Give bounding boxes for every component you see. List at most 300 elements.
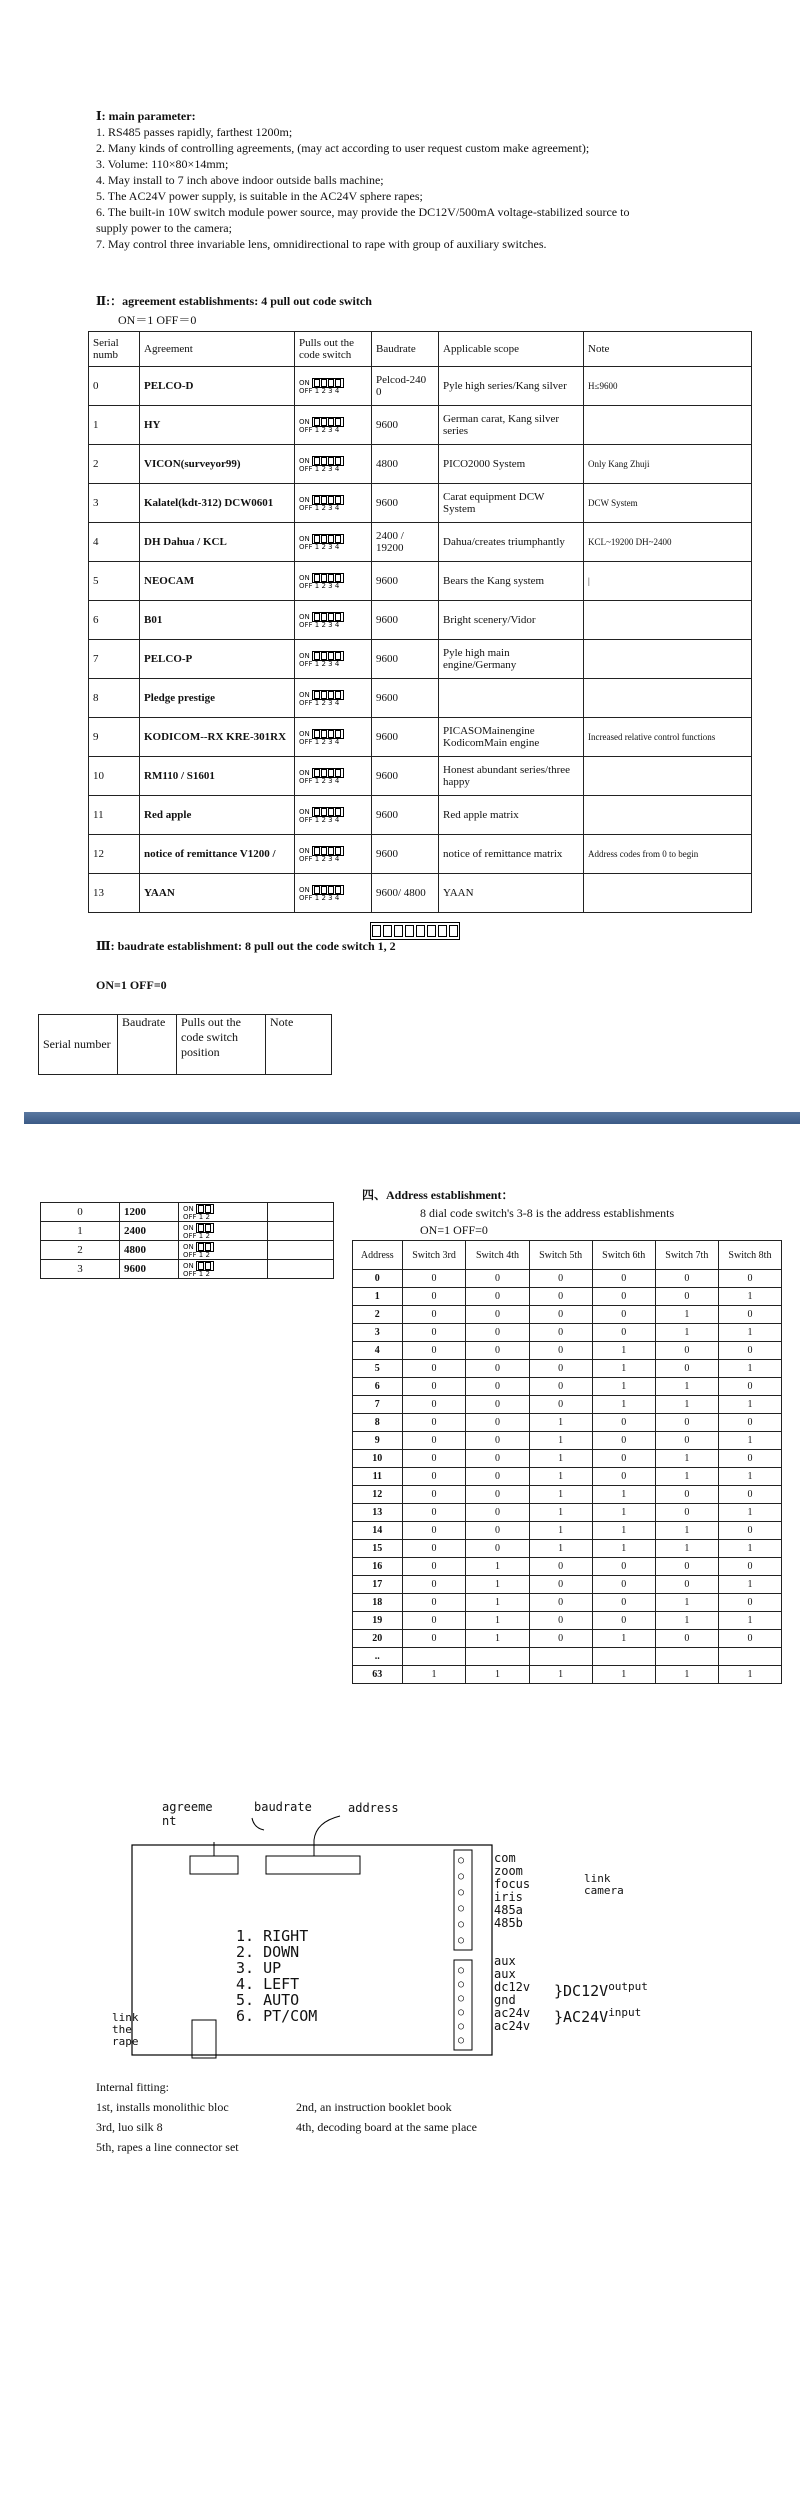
switch-value-cell: 0	[655, 1486, 718, 1504]
table-header: Serial numb	[89, 332, 140, 367]
switch-value-cell: 1	[718, 1468, 781, 1486]
switch-value-cell: 0	[592, 1270, 655, 1288]
switch-on-label: ON	[183, 1204, 194, 1213]
switch-value-cell: 1	[529, 1540, 592, 1558]
switch-value-cell: 1	[718, 1324, 781, 1342]
switch-value-cell	[718, 1648, 781, 1666]
serial-cell: 2	[41, 1241, 120, 1260]
terminal-block-bottom	[458, 1964, 464, 2048]
dip-switch-graphic	[299, 612, 367, 629]
terminal-hole-icon: ○	[458, 1965, 465, 1976]
serial-cell: 8	[89, 679, 140, 718]
switch-numbers: 1 2 3 4	[314, 581, 340, 590]
address-cell: 20	[353, 1630, 403, 1648]
note-cell	[584, 679, 752, 718]
switch-value-cell: 0	[529, 1612, 592, 1630]
address-cell: 8	[353, 1414, 403, 1432]
terminal-label: iris	[494, 1890, 523, 1904]
switch-value-cell: 0	[718, 1558, 781, 1576]
note-cell	[584, 874, 752, 913]
switch-on-label: ON	[299, 807, 310, 816]
switch-value-cell: 0	[466, 1342, 529, 1360]
terminal-label: focus	[494, 1877, 531, 1891]
switch-off-label: OFF	[299, 581, 313, 590]
switch-value-cell: 0	[655, 1576, 718, 1594]
terminal-label: ac24v	[494, 2006, 531, 2020]
table-row	[353, 1504, 782, 1522]
switch-value-cell: 1	[466, 1576, 529, 1594]
switch-value-cell: 0	[718, 1306, 781, 1324]
switch-off-label: OFF	[299, 620, 313, 629]
switch-value-cell: 0	[402, 1486, 466, 1504]
switch-off-label: OFF	[299, 386, 313, 395]
switch-value-cell: 0	[592, 1414, 655, 1432]
serial-cell: 4	[89, 523, 140, 562]
fitting-item: 1st, installs monolithic bloc	[96, 2100, 229, 2114]
switch-cell	[295, 445, 372, 484]
terminal-hole-icon: ○	[458, 1871, 465, 1882]
table-row	[353, 1360, 782, 1378]
switch-value-cell: 1	[592, 1378, 655, 1396]
fitting-item: 3rd, luo silk 8	[96, 2120, 163, 2134]
table-header: Pulls out the code switch	[295, 332, 372, 367]
switch-value-cell: 0	[402, 1414, 466, 1432]
switch-value-cell	[529, 1648, 592, 1666]
terminal-block-top	[458, 1853, 464, 1949]
switch-numbers: 1 2 3 4	[314, 815, 340, 824]
switch-on-label: ON	[299, 573, 310, 582]
terminal-label: ac24v	[494, 2019, 531, 2033]
switch-value-cell: 0	[402, 1612, 466, 1630]
table-row	[353, 1414, 782, 1432]
switch-cell	[295, 874, 372, 913]
section4-onoff: ON=1 OFF=0	[420, 1223, 488, 1237]
switch-value-cell: 1	[655, 1450, 718, 1468]
scope-cell: PICASOMainengine KodicomMain engine	[439, 718, 584, 757]
switch-numbers: 1 2 3 4	[314, 776, 340, 785]
table-header: Address	[353, 1241, 403, 1270]
baudrate-cell: Pelcod-240 0	[372, 367, 439, 406]
serial-cell: 2	[89, 445, 140, 484]
dip-switch-graphic	[299, 534, 367, 551]
switch-on-label: ON	[299, 885, 310, 894]
switch-value-cell: 0	[655, 1288, 718, 1306]
switch-value-cell: 0	[592, 1612, 655, 1630]
table-row	[353, 1630, 782, 1648]
switch-value-cell	[402, 1648, 466, 1666]
switch-cell	[179, 1241, 268, 1260]
baudrate-cell: 4800	[372, 445, 439, 484]
serial-cell: 3	[41, 1260, 120, 1279]
switch-value-cell: 1	[466, 1666, 529, 1684]
terminal-hole-icon: ○	[458, 2007, 465, 2018]
switch-on-label: ON	[183, 1223, 194, 1232]
switch-value-cell: 1	[592, 1522, 655, 1540]
switch-cell	[179, 1260, 268, 1279]
switch-cell	[295, 757, 372, 796]
note-cell	[268, 1222, 334, 1241]
switch-numbers: 1 2 3 4	[314, 425, 340, 434]
switch-value-cell: 0	[466, 1360, 529, 1378]
fitting-item: 4th, decoding board at the same place	[296, 2120, 477, 2134]
table-header: Note	[584, 332, 752, 367]
switch-value-cell: 0	[402, 1450, 466, 1468]
terminal-label: zoom	[494, 1864, 523, 1878]
link-camera-label: link camera	[584, 1872, 624, 1897]
baudrate-cell: 4800	[120, 1241, 179, 1260]
internal-fitting	[96, 2077, 696, 2157]
switch-value-cell: 0	[718, 1270, 781, 1288]
table-row	[353, 1468, 782, 1486]
section2-title: Ⅱ:：agreement establishments: 4 pull out code switch	[96, 294, 372, 308]
switch-cell	[295, 523, 372, 562]
agreement-cell: notice of remittance V1200 /	[140, 835, 295, 874]
table-row	[353, 1594, 782, 1612]
switch-value-cell: 0	[402, 1342, 466, 1360]
switch-on-label: ON	[299, 495, 310, 504]
agreement-cell: RM110 / S1601	[140, 757, 295, 796]
serial-cell: 0	[89, 367, 140, 406]
switch-on-label: ON	[299, 690, 310, 699]
baudrate-cell: 9600	[372, 406, 439, 445]
command-item: 2. DOWN	[236, 1943, 300, 1961]
switch-value-cell: 1	[718, 1288, 781, 1306]
switch-value-cell: 1	[529, 1486, 592, 1504]
switch-value-cell: 1	[718, 1612, 781, 1630]
page-separator	[24, 1112, 800, 1124]
switch-value-cell: 0	[402, 1576, 466, 1594]
switch-value-cell: 1	[529, 1450, 592, 1468]
scope-cell: YAAN	[439, 874, 584, 913]
switch-value-cell: 1	[718, 1432, 781, 1450]
switch-value-cell: 0	[529, 1306, 592, 1324]
fitting-item: 5th, rapes a line connector set	[96, 2140, 239, 2154]
dip-switch-graphic	[299, 768, 367, 785]
agreement-cell: NEOCAM	[140, 562, 295, 601]
switch-value-cell: 0	[402, 1270, 466, 1288]
switch-value-cell: 0	[655, 1270, 718, 1288]
table-row	[89, 796, 752, 835]
scope-cell: Bears the Kang system	[439, 562, 584, 601]
table-row	[89, 562, 752, 601]
switch-cell	[295, 796, 372, 835]
switch-numbers: 1 2 3 4	[314, 503, 340, 512]
switch-value-cell: 0	[655, 1558, 718, 1576]
switch-cell	[295, 406, 372, 445]
terminal-hole-icon: ○	[458, 1935, 465, 1946]
command-item: 5. AUTO	[236, 1991, 300, 2009]
switch-value-cell: 1	[655, 1594, 718, 1612]
switch-value-cell: 0	[402, 1432, 466, 1450]
baudrate-cell: 9600	[372, 640, 439, 679]
agreement-cell: YAAN	[140, 874, 295, 913]
baudrate-cell: 9600	[372, 757, 439, 796]
address-cell: ..	[353, 1648, 403, 1666]
agreement-cell: B01	[140, 601, 295, 640]
switch-value-cell: 1	[655, 1612, 718, 1630]
terminal-label: 485b	[494, 1916, 523, 1930]
address-cell: 63	[353, 1666, 403, 1684]
agreement-cell: Red apple	[140, 796, 295, 835]
section4-title: 四、Address establishment：	[362, 1188, 514, 1202]
note-cell: DCW System	[584, 484, 752, 523]
table-header: Switch 4th	[466, 1241, 529, 1270]
table-header: Applicable scope	[439, 332, 584, 367]
serial-cell: 5	[89, 562, 140, 601]
switch-value-cell: 0	[402, 1558, 466, 1576]
switch-value-cell: 0	[592, 1594, 655, 1612]
switch-value-cell	[466, 1648, 529, 1666]
parameter-item: 3. Volume: 110×80×14mm;	[96, 157, 229, 171]
address-cell: 19	[353, 1612, 403, 1630]
switch-value-cell: 0	[402, 1360, 466, 1378]
switch-off-label: OFF	[299, 425, 313, 434]
note-cell: Increased relative control functions	[584, 718, 752, 757]
switch-numbers: 1 2 3 4	[314, 737, 340, 746]
agreement-cell: VICON(surveyor99)	[140, 445, 295, 484]
switch-value-cell: 0	[592, 1306, 655, 1324]
scope-cell: Pyle high main engine/Germany	[439, 640, 584, 679]
address-cell: 12	[353, 1486, 403, 1504]
switch-value-cell	[592, 1648, 655, 1666]
switch-numbers: 1 2 3 4	[314, 386, 340, 395]
table-row	[353, 1288, 782, 1306]
terminal-hole-icon: ○	[458, 1855, 465, 1866]
switch-value-cell: 0	[718, 1378, 781, 1396]
switch-value-cell: 1	[592, 1540, 655, 1558]
fitting-item: 2nd, an instruction booklet book	[296, 2100, 452, 2114]
switch-on-label: ON	[299, 729, 310, 738]
section4-subtitle: 8 dial code switch's 3-8 is the address establishments	[420, 1206, 675, 1220]
switch-value-cell: 1	[529, 1432, 592, 1450]
section3-title: Ⅲ: baudrate establishment: 8 pull out the code switch 1, 2	[96, 939, 396, 953]
table-row	[89, 679, 752, 718]
switch-value-cell: 0	[655, 1504, 718, 1522]
switch-on-label: ON	[299, 378, 310, 387]
switch-value-cell: 1	[655, 1324, 718, 1342]
switch-numbers: 1 2	[198, 1269, 210, 1278]
switch-value-cell: 0	[466, 1522, 529, 1540]
switch-cell	[295, 601, 372, 640]
switch-value-cell: 0	[402, 1504, 466, 1522]
table-row	[353, 1324, 782, 1342]
table-row	[353, 1576, 782, 1594]
table-row	[89, 484, 752, 523]
switch-numbers: 1 2	[198, 1231, 210, 1240]
switch-value-cell: 1	[718, 1540, 781, 1558]
dip-switch-graphic	[299, 885, 367, 902]
scope-cell: Pyle high series/Kang silver	[439, 367, 584, 406]
note-cell	[584, 601, 752, 640]
switch-value-cell: 1	[529, 1468, 592, 1486]
switch-value-cell: 0	[592, 1432, 655, 1450]
switch-on-label: ON	[299, 456, 310, 465]
address-cell: 2	[353, 1306, 403, 1324]
table-row	[353, 1666, 782, 1684]
switch-value-cell: 1	[466, 1612, 529, 1630]
table-header: Switch 7th	[655, 1241, 718, 1270]
agreement-cell: Kalatel(kdt-312) DCW0601	[140, 484, 295, 523]
switch-value-cell: 0	[529, 1630, 592, 1648]
command-item: 3. UP	[236, 1959, 282, 1977]
table-row	[353, 1486, 782, 1504]
switch-value-cell: 0	[466, 1414, 529, 1432]
switch-value-cell: 1	[592, 1630, 655, 1648]
switch-numbers: 1 2 3 4	[314, 893, 340, 902]
switch-value-cell: 0	[402, 1522, 466, 1540]
baudrate-cell: 9600	[372, 679, 439, 718]
agreement-cell: HY	[140, 406, 295, 445]
table-row	[353, 1450, 782, 1468]
switch-numbers: 1 2 3 4	[314, 698, 340, 707]
terminal-label: aux	[494, 1967, 516, 1981]
switch-value-cell: 1	[655, 1378, 718, 1396]
switch-value-cell: 0	[402, 1468, 466, 1486]
command-item: 4. LEFT	[236, 1975, 300, 1993]
switch-value-cell: 1	[655, 1468, 718, 1486]
table-row	[353, 1378, 782, 1396]
serial-cell: 6	[89, 601, 140, 640]
agreement-cell: PELCO-P	[140, 640, 295, 679]
switch-value-cell: 1	[402, 1666, 466, 1684]
switch-value-cell	[655, 1648, 718, 1666]
scope-cell: Carat equipment DCW System	[439, 484, 584, 523]
address-cell: 1	[353, 1288, 403, 1306]
switch-value-cell: 1	[592, 1396, 655, 1414]
section3-onoff: ON=1 OFF=0	[96, 978, 167, 992]
switch-value-cell: 0	[466, 1378, 529, 1396]
switch-value-cell: 0	[529, 1378, 592, 1396]
baudrate-table	[40, 1202, 334, 1279]
switch-value-cell: 0	[718, 1630, 781, 1648]
switch-value-cell: 0	[466, 1468, 529, 1486]
switch-value-cell: 0	[466, 1486, 529, 1504]
switch-value-cell: 1	[655, 1666, 718, 1684]
baudrate-cell: 9600/ 4800	[372, 874, 439, 913]
switch-value-cell: 1	[592, 1486, 655, 1504]
dip-switch-graphic	[183, 1242, 263, 1259]
switch-value-cell: 0	[466, 1396, 529, 1414]
switch-value-cell: 0	[718, 1450, 781, 1468]
switch-off-label: OFF	[299, 464, 313, 473]
baudrate-cell: 9600	[372, 601, 439, 640]
terminal-label: dc12v	[494, 1980, 531, 1994]
address-cell: 13	[353, 1504, 403, 1522]
switch-value-cell: 1	[529, 1522, 592, 1540]
switch-off-label: OFF	[299, 737, 313, 746]
switch-value-cell: 0	[466, 1504, 529, 1522]
agreement-cell: PELCO-D	[140, 367, 295, 406]
dip-switch-graphic	[299, 417, 367, 434]
switch-off-label: OFF	[299, 776, 313, 785]
switch-value-cell: 0	[529, 1360, 592, 1378]
switch-on-label: ON	[299, 612, 310, 621]
baudrate-cell: 9600	[372, 835, 439, 874]
section1-items	[96, 124, 756, 252]
address-cell: 3	[353, 1324, 403, 1342]
terminal-hole-icon: ○	[458, 2035, 465, 2046]
note-cell: H≤9600	[584, 367, 752, 406]
switch-value-cell: 0	[402, 1306, 466, 1324]
switch-value-cell: 0	[529, 1270, 592, 1288]
terminal-label: aux	[494, 1954, 516, 1968]
scope-cell: Honest abundant series/three happy	[439, 757, 584, 796]
switch-value-cell: 0	[655, 1342, 718, 1360]
address-cell: 17	[353, 1576, 403, 1594]
agreement-cell: Pledge prestige	[140, 679, 295, 718]
switch-value-cell: 1	[718, 1396, 781, 1414]
switch-value-cell: 1	[592, 1666, 655, 1684]
switch-on-label: ON	[299, 768, 310, 777]
switch-off-label: OFF	[183, 1269, 197, 1278]
note-cell: Address codes from 0 to begin	[584, 835, 752, 874]
parameter-item: supply power to the camera;	[96, 221, 232, 235]
parameter-item: 1. RS485 passes rapidly, farthest 1200m;	[96, 125, 293, 139]
switch-cell	[295, 835, 372, 874]
switch-value-cell: 1	[466, 1594, 529, 1612]
switch-value-cell: 0	[466, 1540, 529, 1558]
switch-value-cell: 0	[655, 1432, 718, 1450]
switch-value-cell: 1	[529, 1504, 592, 1522]
table-row	[41, 1260, 334, 1279]
table-row	[353, 1270, 782, 1288]
switch-off-label: OFF	[299, 503, 313, 512]
switch-value-cell: 0	[466, 1270, 529, 1288]
address-cell: 7	[353, 1396, 403, 1414]
section1-title: Ⅰ: main parameter:	[96, 109, 196, 123]
switch-value-cell: 1	[655, 1522, 718, 1540]
switch-numbers: 1 2 3 4	[314, 854, 340, 863]
address-cell: 10	[353, 1450, 403, 1468]
switch-value-cell: 0	[592, 1576, 655, 1594]
serial-cell: 7	[89, 640, 140, 679]
table-row	[89, 718, 752, 757]
table-header: Agreement	[140, 332, 295, 367]
terminal-label: com	[494, 1851, 516, 1865]
switch-value-cell: 0	[402, 1288, 466, 1306]
dip-switch-graphic	[183, 1204, 263, 1221]
switch-value-cell: 0	[466, 1288, 529, 1306]
switch-value-cell: 1	[592, 1342, 655, 1360]
fitting-row	[96, 2097, 696, 2117]
switch-off-label: OFF	[183, 1250, 197, 1259]
switch-value-cell: 1	[466, 1558, 529, 1576]
switch-value-cell: 0	[718, 1342, 781, 1360]
address-cell: 6	[353, 1378, 403, 1396]
switch-value-cell: 1	[718, 1360, 781, 1378]
switch-value-cell: 0	[592, 1450, 655, 1468]
dip-switch-graphic	[299, 651, 367, 668]
switch-value-cell: 1	[592, 1360, 655, 1378]
switch-value-cell: 1	[466, 1630, 529, 1648]
note-cell	[584, 796, 752, 835]
switch-value-cell: 1	[655, 1396, 718, 1414]
dip-switch-graphic	[299, 573, 367, 590]
scope-cell: German carat, Kang silver series	[439, 406, 584, 445]
switch-off-label: OFF	[299, 542, 313, 551]
switch-value-cell: 0	[529, 1324, 592, 1342]
dip-switch-graphic	[299, 495, 367, 512]
table-row	[89, 601, 752, 640]
baudrate-cell: 1200	[120, 1203, 179, 1222]
switch-value-cell: 0	[655, 1414, 718, 1432]
switch-value-cell: 0	[718, 1486, 781, 1504]
fitting-title: Internal fitting:	[96, 2080, 169, 2094]
switch-off-label: OFF	[183, 1231, 197, 1240]
switch-value-cell: 0	[402, 1540, 466, 1558]
switch-value-cell: 1	[655, 1540, 718, 1558]
dip-switch-graphic	[299, 690, 367, 707]
